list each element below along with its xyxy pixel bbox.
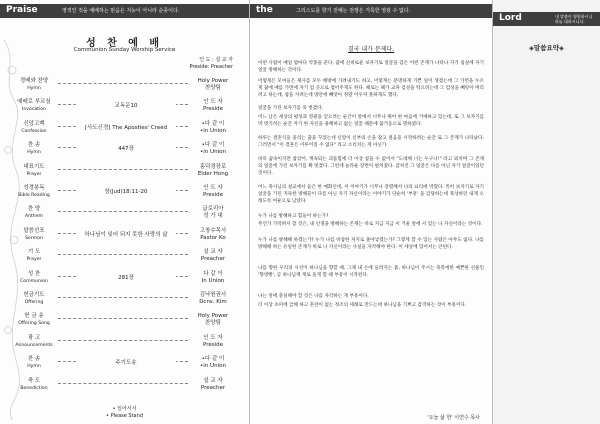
essay-paragraph: 어느 목사님의 설교에서 들은 한 예화인데, 이 이야기가 너무나 강렬해서 나의 뇌리에 박혔다. 특히 보자기로 자기 얼굴을 가린 지독한 방해꾼이 다름 아닌 자기 자신이라는 이야기가 단순히 '부흥' 을 감당하는데 묵상하던 내게 오래도록 여운으로 남았다. xyxy=(258,185,484,205)
row-name: 헌 금 송 Offering Song xyxy=(18,313,50,327)
service-subtitle: Communion Sunday Worship Service xyxy=(73,47,176,53)
row-name: 찬 송 Hymn xyxy=(27,356,41,370)
row-detail: 447장 xyxy=(76,144,176,152)
leader-line xyxy=(58,169,188,170)
row-name: 찬 송 Hymn xyxy=(27,142,41,156)
leader-line xyxy=(58,211,188,212)
row-leader: 인 도 자 Preside xyxy=(202,185,223,198)
the-label: the xyxy=(256,5,273,15)
row-leader: •다 같 이 •in Union xyxy=(200,120,226,134)
row-name: 광 고 Announcements xyxy=(15,334,53,348)
row-name: 말씀선포 Sermon xyxy=(23,227,45,241)
service-row xyxy=(14,271,236,289)
row-name: 찬 양 Anthem xyxy=(24,206,44,220)
row-leader: Holy Power 찬양팀 xyxy=(197,313,229,327)
leader-line xyxy=(58,297,188,298)
header-verse: 내 말씀이 영원하시니 하늘 대하시니다. xyxy=(555,14,593,24)
row-name: 예배로 부르심 Invocation xyxy=(17,99,51,113)
officiant: 인 도 : 설 교 자 Preside: Preacher xyxy=(189,57,233,70)
row-leader: Holy Power 찬양팀 xyxy=(197,78,229,91)
row-name: 경배와 찬양 Hymn xyxy=(19,78,49,91)
service-row xyxy=(14,78,236,96)
service-row xyxy=(14,185,236,203)
essay-paragraph: 누가 나를 방해하고 힘들어 하는가? xyxy=(258,214,329,219)
service-row xyxy=(14,164,236,182)
essay-paragraph: 나는 앞에 충실해야 할 것은 나를 자각하는 게 부흥이다. xyxy=(258,294,369,299)
essay-paragraph: 얼굴을 가린 보자기를 푹 벗겼다. xyxy=(258,106,323,111)
leader-line xyxy=(58,340,188,341)
essay-paragraph: 비록 꿈속이지만 참았어, 계속되는 괴롭힘에 더 이상 참을 수 없어서 "도대체 너는 누구니!" 라고 외치며 그 존재의 얼굴에 가린 보자기를 확 벗겼다. 그런데 놀라운 장면이 펼쳐졌다. 감쳐진 그 얼굴은 다름 아닌 자기 얼굴이었던 것이다. xyxy=(258,157,484,177)
row-leader: •다 같 이 •in Union xyxy=(200,142,226,156)
header-bar xyxy=(250,4,492,18)
row-detail: 하나님이 잊어 되지 못한 사랑의 삶 xyxy=(76,230,176,238)
row-detail: 창(Jud)18:11-20 xyxy=(76,187,176,195)
row-leader: •다 같 이 •in Union xyxy=(200,356,226,370)
row-leader: 인 도 자 Preside xyxy=(202,99,223,113)
essay-title: 결국 내가 문제다. xyxy=(347,46,395,53)
service-row xyxy=(14,99,236,117)
service-row xyxy=(14,249,236,267)
essay-author: '오늘 삶 한' 이연수 목사 xyxy=(427,415,480,421)
essay-paragraph: 무언가 가막혀서 할 것은, 내 인생을 방해하는 존재는 바로 지금 지금 이 거울 앞에 서 있는 나 자신이라는 것이다. xyxy=(258,222,483,227)
row-detail: 주기도송 xyxy=(76,358,176,366)
stand-note: • 일어서서 • Please Stand xyxy=(106,406,143,419)
service-row xyxy=(14,378,236,396)
service-row xyxy=(14,335,236,353)
praise-label: Praise xyxy=(6,5,38,15)
row-name: 대표기도 Prayer xyxy=(23,163,45,177)
bulletin-order-panel xyxy=(0,0,250,424)
leader-line xyxy=(58,254,188,255)
leader-line xyxy=(58,318,188,319)
essay-paragraph: 하루는 결혼식을 올리는 꿈을 꾸었는데 신랑이 신부의 손을 잡고 걸음을 시작하려는 순간 또 그 존재가 나타났다. 그러면서 "이 결혼은 이루어질 수 없다" 라고 소리치는 게 아닌가. xyxy=(258,136,484,149)
header-verse: 영적인 것을 예배하는 믿음은 지능이 아니라 순종이다. xyxy=(62,8,180,14)
row-name: 축 도 Benediction xyxy=(20,377,48,391)
header-verse: 그리스도를 향기 전해는 전쟁은 거룩한 영광 수 없다. xyxy=(296,8,411,14)
summary-title: ◈말씀요약◈ xyxy=(528,44,565,52)
leader-line xyxy=(58,383,188,384)
service-row xyxy=(14,228,236,246)
service-row xyxy=(14,121,236,139)
leader-line xyxy=(58,83,188,84)
row-name: 기 도 Prayer xyxy=(26,249,42,263)
row-leader: 고창수목사 Pastor Ko xyxy=(199,227,227,241)
row-leader: 홍덕경장로 Elder Hong xyxy=(197,163,229,177)
row-leader: 김낙원권사 Dcns. Kim xyxy=(199,292,227,305)
essay-paragraph: 어떤 사람이 매일 밤마다 악몽을 꾼다. 꿈에 신비로운 보자기로 얼굴을 감은 어떤 존재가 나타나 자기 침실에 자기 얼굴 방해하는 것이다. xyxy=(258,61,484,74)
service-row xyxy=(14,292,236,310)
row-leader: 다 같 이 In Union xyxy=(201,270,225,284)
service-row xyxy=(14,206,236,224)
lord-label: Lord xyxy=(499,13,522,23)
service-row xyxy=(14,356,236,374)
row-leader: 인 도 자 Preside xyxy=(202,334,223,348)
service-row xyxy=(14,313,236,331)
service-title: 성 찬 예 배 xyxy=(85,38,164,49)
service-row xyxy=(14,142,236,160)
row-detail: 281장 xyxy=(76,273,176,281)
row-name: 성 찬 Communion xyxy=(20,270,48,284)
row-detail: [사도신경] The Apostles' Creed xyxy=(76,123,176,131)
row-name: 신앙고백 Confession xyxy=(21,120,47,134)
header-bar xyxy=(493,12,600,26)
essay-paragraph: 어느 날은 세상의 평성과 영광을 얻으려는 순간이 앞에서 너무나 뛰어 한 마음에 거예하고 있는데, 또 그 보자기를 막 벗기려는 순간 자기 한 자신을 용해하고 없는 얼굴 때문에 꿈거웅으로 명하였다. xyxy=(258,115,484,128)
essay-paragraph: 누가 나를 방해해 하겠는가? 누가 나를 비참한 처지로 몰아넣겠는가? 그렇게 할 수 있는 사람은 아무도 없다. 나를 방해해 하는 유일한 존재가 바로 나 자신이라는 사실을 자각해야 한다. 이 세상에 있어서는 안된다. xyxy=(258,238,484,251)
row-name: 성경봉독 Bible Reading xyxy=(18,185,50,198)
header-bar xyxy=(0,4,249,18)
row-detail: 교독문10 xyxy=(76,101,176,109)
row-leader: 글로리아 성 가 대 xyxy=(202,206,224,220)
essay-paragraph: 어떻게든 모여들은 제사를 모두 해방에 가려내기도 하고, 어떻게는 분명하게 기쁜 일이 생겼는데 그 가면을 누르게 꿈에 매를 가면에 자기 엄 곳으로 접어주게도 한다. 때로는 헤가 교파 검성을 떡으려는데 그 검성을 빼앗아 버리려고 하는데, 참을 자려는데 방안에 빼앗아 정말 이우져 못하게도 했다. xyxy=(258,79,484,99)
row-leader: 설 교 자 Preacher xyxy=(200,377,226,391)
essay-paragraph: 나를 향한 우리의 시선이 하나님을 향할 때, 그제 내 손에 들려지는 흙, 하나님이 주시는 축복에한 예쁜한 선물인 '향영빵', 곧 하나님께 게로 돌게 할 때 부흥이 시작된다. xyxy=(258,266,484,279)
essay-paragraph: 더 이상 초미에 급해 하고 혼란이 없는 정조의 세례로 만드는데 하나님을 기쁘고 감격하는 것이 부흥이다. xyxy=(258,303,467,308)
sermon-column-panel xyxy=(250,0,493,424)
row-leader: 설 교 자 Preacher xyxy=(200,249,226,263)
sermon-summary-panel xyxy=(493,0,600,424)
row-name: 헌금기도 Offering xyxy=(23,292,45,305)
